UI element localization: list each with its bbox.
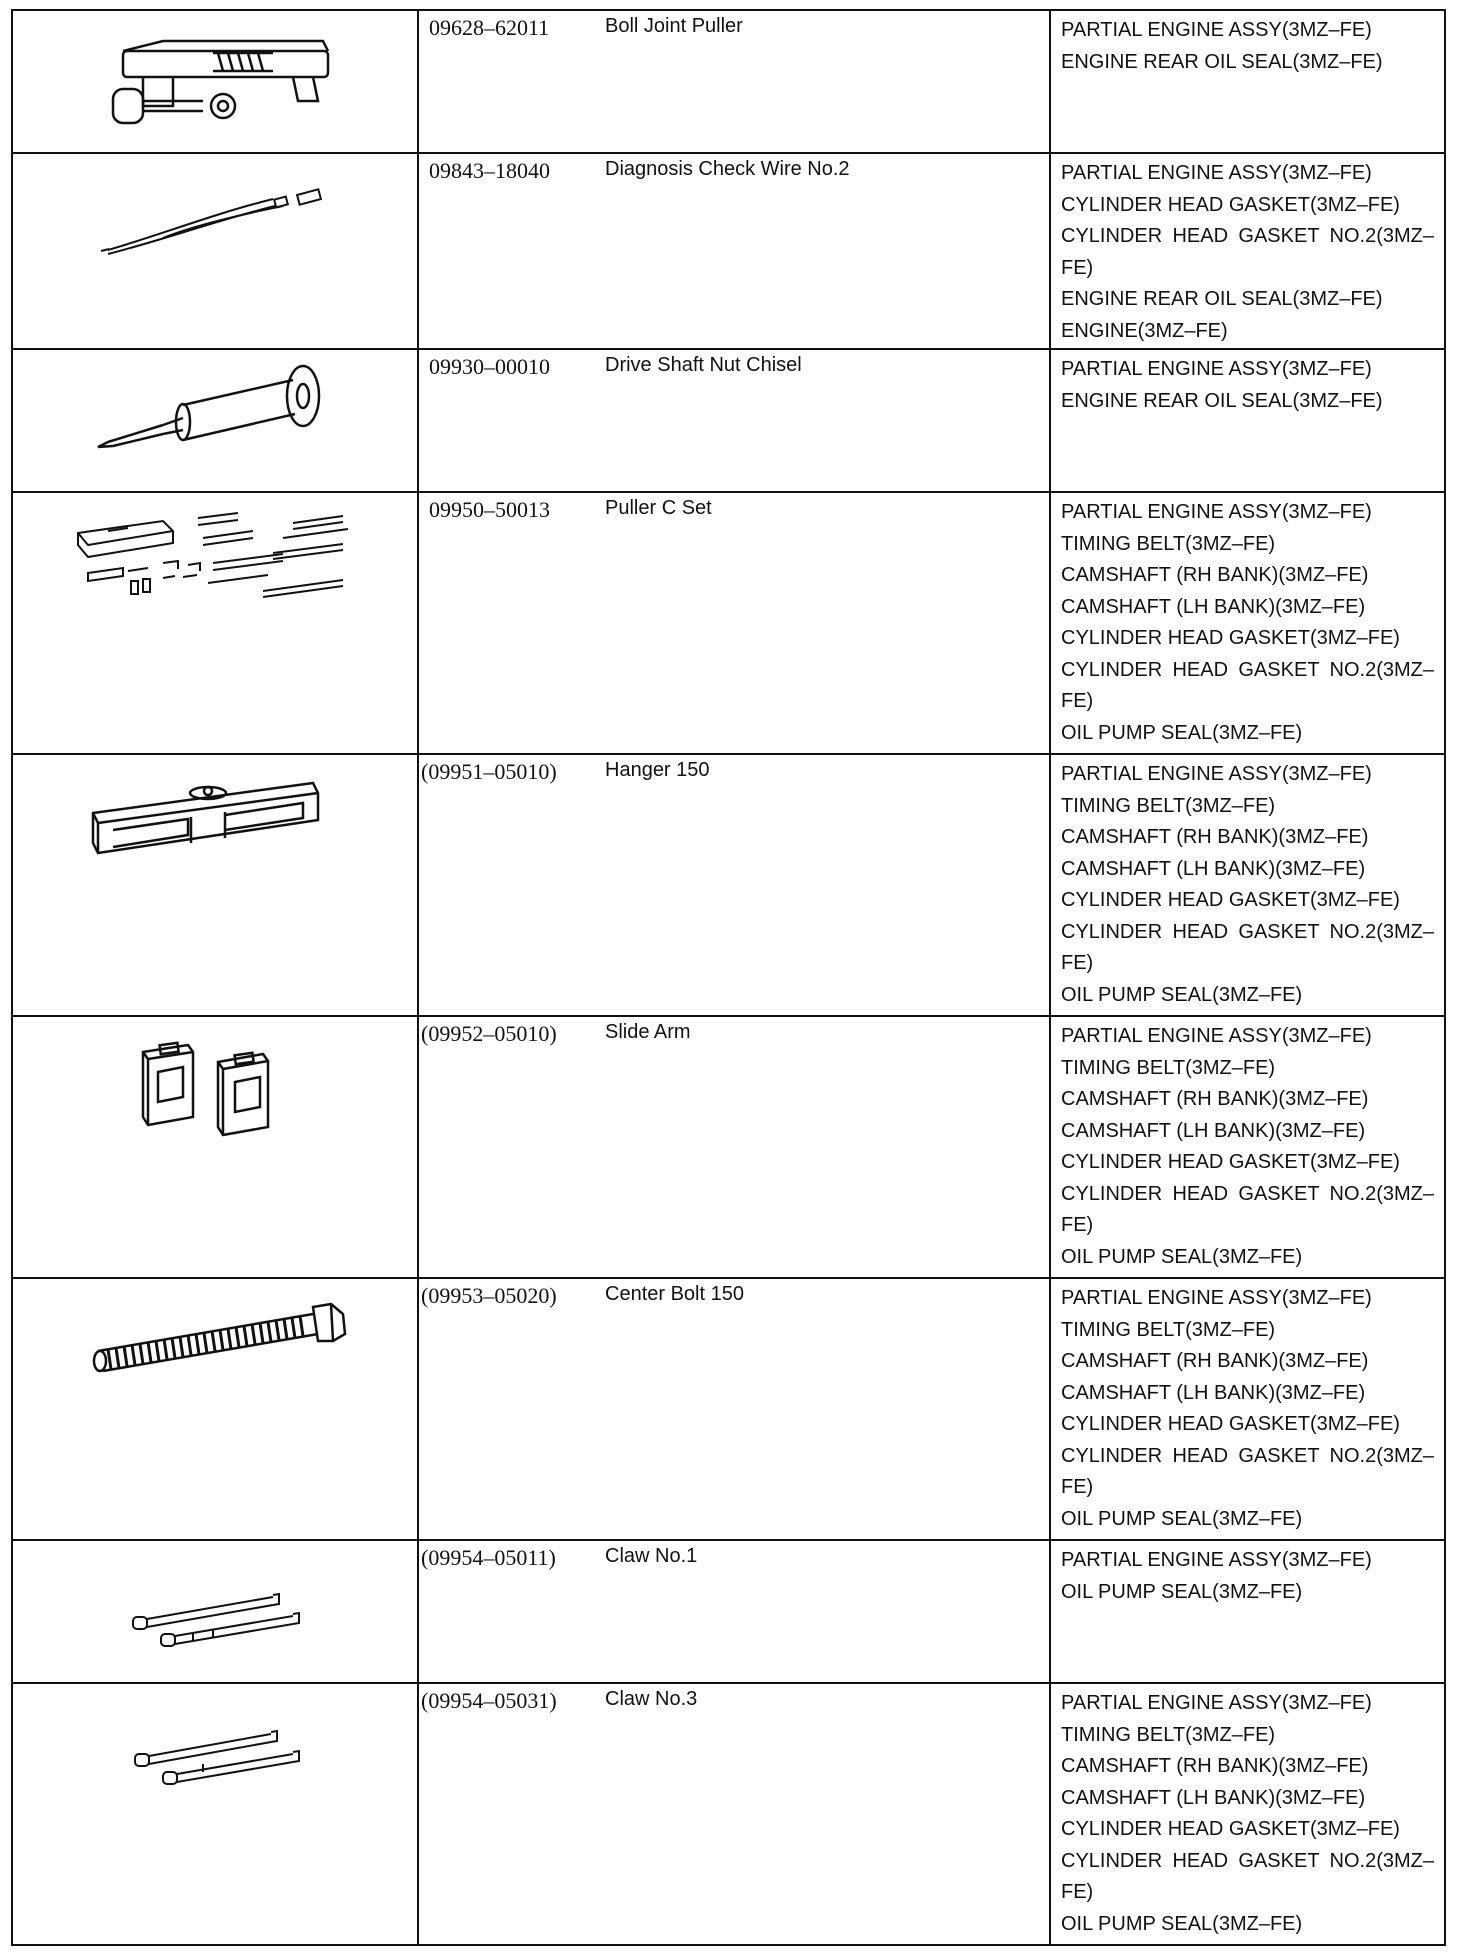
application-item: TIMING BELT(3MZ–FE) [1061, 532, 1276, 555]
applications-cell [1050, 1278, 1445, 1540]
table-row [12, 754, 1445, 1016]
application-item: CYLINDER HEAD GASKET(3MZ–FE) [1061, 193, 1400, 216]
ball-joint-puller-icon [13, 11, 419, 151]
check-wire-icon [13, 154, 419, 344]
table-row [12, 1016, 1445, 1278]
table-row [12, 1683, 1445, 1945]
application-item: TIMING BELT(3MZ–FE) [1061, 1723, 1276, 1746]
application-item: CYLINDER HEAD GASKET NO.2(3MZ–FE) [1061, 1849, 1434, 1903]
tool-image-cell [12, 1540, 418, 1683]
application-item: CYLINDER HEAD GASKET NO.2(3MZ–FE) [1061, 1444, 1434, 1498]
application-item: CYLINDER HEAD GASKET NO.2(3MZ–FE) [1061, 225, 1434, 279]
application-item: CAMSHAFT (LH BANK)(3MZ–FE) [1061, 857, 1366, 880]
application-item: TIMING BELT(3MZ–FE) [1061, 794, 1276, 817]
application-item: OIL PUMP SEAL(3MZ–FE) [1061, 721, 1303, 744]
applications-cell [1050, 1683, 1445, 1945]
application-item: PARTIAL ENGINE ASSY(3MZ–FE) [1061, 763, 1372, 785]
tool-name: Puller C Set [605, 497, 712, 519]
application-item: PARTIAL ENGINE ASSY(3MZ–FE) [1061, 1025, 1372, 1047]
part-number: (09954–05011) [421, 1545, 556, 1570]
application-item: OIL PUMP SEAL(3MZ–FE) [1061, 1580, 1303, 1603]
puller-set-icon [13, 493, 419, 643]
application-item: CAMSHAFT (RH BANK)(3MZ–FE) [1061, 1088, 1369, 1110]
tool-name: Claw No.1 [605, 1545, 698, 1567]
application-item: OIL PUMP SEAL(3MZ–FE) [1061, 1912, 1303, 1935]
tool-info-cell [418, 349, 1050, 492]
part-number: 09843–18040 [429, 158, 550, 183]
tool-info-cell [418, 1016, 1050, 1278]
application-item: TIMING BELT(3MZ–FE) [1061, 1056, 1276, 1079]
tool-info-cell [418, 1540, 1050, 1683]
application-item: PARTIAL ENGINE ASSY(3MZ–FE) [1061, 162, 1372, 184]
application-item: PARTIAL ENGINE ASSY(3MZ–FE) [1061, 501, 1372, 523]
application-item: CYLINDER HEAD GASKET NO.2(3MZ–FE) [1061, 920, 1434, 974]
applications-cell [1050, 1016, 1445, 1278]
applications-cell [1050, 1540, 1445, 1683]
application-item: CAMSHAFT (LH BANK)(3MZ–FE) [1061, 1786, 1366, 1809]
application-item: CAMSHAFT (RH BANK)(3MZ–FE) [1061, 564, 1369, 586]
tool-info-cell [418, 754, 1050, 1016]
tool-image-cell [12, 10, 418, 153]
application-item: TIMING BELT(3MZ–FE) [1061, 1318, 1276, 1341]
table-row [12, 1278, 1445, 1540]
tool-name: Drive Shaft Nut Chisel [605, 354, 802, 376]
application-item: CYLINDER HEAD GASKET(3MZ–FE) [1061, 1413, 1400, 1435]
tool-image-cell [12, 492, 418, 754]
applications-cell [1050, 492, 1445, 754]
application-item-wrapped [1061, 221, 1434, 284]
application-item: CYLINDER HEAD GASKET(3MZ–FE) [1061, 889, 1400, 911]
tool-name: Slide Arm [605, 1021, 691, 1043]
application-item: ENGINE REAR OIL SEAL(3MZ–FE) [1061, 288, 1383, 310]
tool-name: Center Bolt 150 [605, 1283, 744, 1305]
application-item: PARTIAL ENGINE ASSY(3MZ–FE) [1061, 358, 1372, 380]
application-item: OIL PUMP SEAL(3MZ–FE) [1061, 1245, 1303, 1268]
table-row [12, 349, 1445, 492]
sst-table [11, 9, 1446, 1946]
application-item: CYLINDER HEAD GASKET NO.2(3MZ–FE) [1061, 1182, 1434, 1236]
part-number: 09930–00010 [429, 354, 550, 379]
tool-info-cell [418, 153, 1050, 349]
application-item: CYLINDER HEAD GASKET(3MZ–FE) [1061, 1151, 1400, 1173]
application-item: OIL PUMP SEAL(3MZ–FE) [1061, 1507, 1303, 1530]
applications-cell [1050, 754, 1445, 1016]
tool-info-cell [418, 492, 1050, 754]
application-item: PARTIAL ENGINE ASSY(3MZ–FE) [1061, 19, 1372, 41]
part-number: 09950–50013 [429, 497, 550, 522]
application-item: CYLINDER HEAD GASKET(3MZ–FE) [1061, 627, 1400, 649]
application-item: CAMSHAFT (LH BANK)(3MZ–FE) [1061, 1119, 1366, 1142]
application-item: CYLINDER HEAD GASKET(3MZ–FE) [1061, 1818, 1400, 1840]
tool-image-cell [12, 754, 418, 1016]
application-item: ENGINE REAR OIL SEAL(3MZ–FE) [1061, 389, 1383, 412]
tool-name: Boll Joint Puller [605, 15, 743, 37]
table-row [12, 153, 1445, 349]
part-number: (09954–05031) [421, 1688, 557, 1713]
tool-image-cell [12, 1278, 418, 1540]
application-item: PARTIAL ENGINE ASSY(3MZ–FE) [1061, 1549, 1372, 1571]
part-number: (09953–05020) [421, 1283, 557, 1308]
chisel-icon [13, 350, 419, 490]
claw-icon [13, 1541, 419, 1681]
tool-name: Diagnosis Check Wire No.2 [605, 158, 850, 180]
application-item: ENGINE(3MZ–FE) [1061, 319, 1228, 342]
slide-arm-icon [13, 1017, 419, 1157]
applications-cell [1050, 10, 1445, 153]
application-item: CAMSHAFT (RH BANK)(3MZ–FE) [1061, 1755, 1369, 1777]
application-item: CAMSHAFT (LH BANK)(3MZ–FE) [1061, 1381, 1366, 1404]
table-row [12, 10, 1445, 153]
application-item: CAMSHAFT (LH BANK)(3MZ–FE) [1061, 595, 1366, 618]
tool-info-cell [418, 1683, 1050, 1945]
claw-icon [13, 1684, 419, 1824]
application-item: CYLINDER HEAD GASKET NO.2(3MZ–FE) [1061, 658, 1434, 712]
part-number: (09951–05010) [421, 759, 557, 784]
application-item: OIL PUMP SEAL(3MZ–FE) [1061, 983, 1303, 1006]
application-item: CAMSHAFT (RH BANK)(3MZ–FE) [1061, 1350, 1369, 1372]
tool-info-cell [418, 1278, 1050, 1540]
hanger-icon [13, 755, 419, 885]
tool-image-cell [12, 153, 418, 349]
tool-image-cell [12, 1683, 418, 1945]
part-number: (09952–05010) [421, 1021, 557, 1046]
application-item: PARTIAL ENGINE ASSY(3MZ–FE) [1061, 1692, 1372, 1714]
tool-info-cell [418, 10, 1050, 153]
application-item: PARTIAL ENGINE ASSY(3MZ–FE) [1061, 1287, 1372, 1309]
tool-name: Claw No.3 [605, 1688, 698, 1710]
tool-name: Hanger 150 [605, 759, 710, 781]
part-number: 09628–62011 [429, 15, 550, 40]
tool-image-cell [12, 1016, 418, 1278]
applications-cell [1050, 153, 1445, 349]
applications-cell [1050, 349, 1445, 492]
application-item: CAMSHAFT (RH BANK)(3MZ–FE) [1061, 826, 1369, 848]
application-item: ENGINE REAR OIL SEAL(3MZ–FE) [1061, 50, 1383, 73]
tool-image-cell [12, 349, 418, 492]
table-row [12, 492, 1445, 754]
center-bolt-icon [13, 1279, 419, 1409]
table-row [12, 1540, 1445, 1683]
